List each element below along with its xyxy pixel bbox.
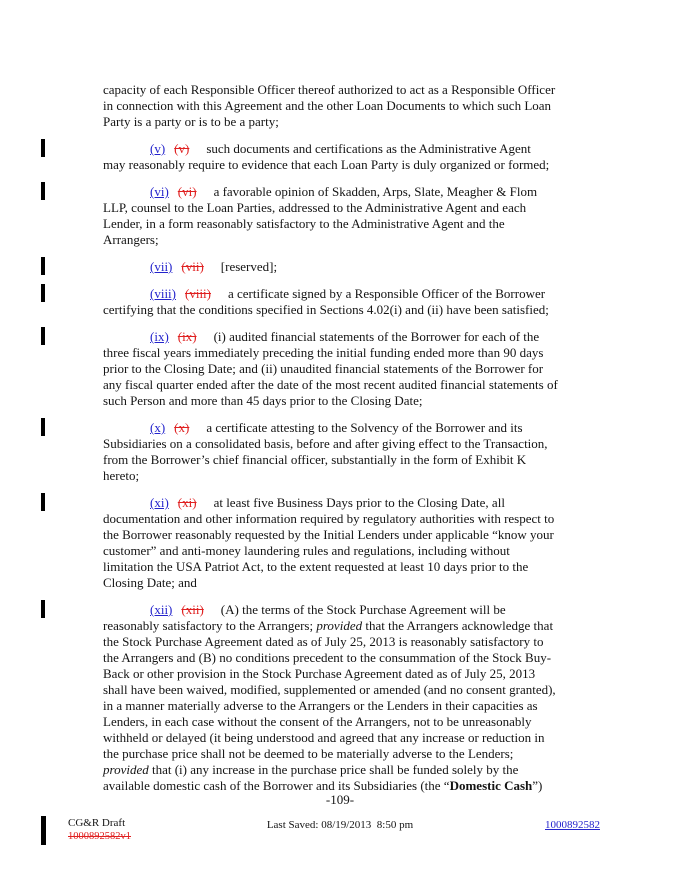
text-segment: certifying that the conditions specified in Sections 4.02(i) and (ii) have been satisfied; <box>103 302 549 317</box>
text-segment: that the Arrangers acknowledge that <box>362 618 554 633</box>
clause-paragraph-v <box>103 141 623 173</box>
text-segment: at least five Business Days prior to the Closing Date, all <box>213 495 505 510</box>
clause-paragraph-vi <box>103 184 623 248</box>
text-segment: hereto; <box>103 468 140 483</box>
text-line <box>103 98 623 114</box>
text-line <box>103 468 623 484</box>
text-segment: ”) <box>532 778 543 793</box>
text-segment: limitation the USA Patriot Act, to the extent requested at least 10 days prior to the <box>103 559 529 574</box>
text-segment: Subsidiaries on a consolidated basis, before and after giving effect to the Transaction, <box>103 436 548 451</box>
text-segment: such Person and more than 45 days prior to the Closing Date; <box>103 393 423 408</box>
text-line <box>103 495 623 511</box>
text-segment: (A) the terms of the Stock Purchase Agreement will be <box>220 602 506 617</box>
text-line <box>103 216 623 232</box>
change-bar <box>41 139 45 157</box>
text-segment: (i) audited financial statements of the Borrower for each of the <box>213 329 540 344</box>
inserted-clause-number: (xii) <box>150 602 173 617</box>
change-bar <box>41 493 45 511</box>
text-segment: the Arrangers and (B) no conditions precedent to the consummation of the Stock Buy- <box>103 650 552 665</box>
text-line <box>103 393 623 409</box>
text-segment: Back or other provision in the Stock Purchase Agreement dated as of July 25, 2013 <box>103 666 536 681</box>
text-segment: customer” and anti-money laundering rules and regulations, including without <box>103 543 510 558</box>
text-line <box>103 527 623 543</box>
clause-paragraph-viii <box>103 286 623 318</box>
text-line <box>103 746 623 762</box>
inserted-clause-number: (vii) <box>150 259 173 274</box>
change-bar <box>41 327 45 345</box>
text-segment: Lender, in a form reasonably satisfactory to the Administrative Agent and the <box>103 216 505 231</box>
text-line <box>103 286 623 302</box>
text-line <box>103 82 623 98</box>
text-segment: in connection with this Agreement and the other Loan Documents to which such Loan <box>103 98 552 113</box>
text-line <box>103 452 623 468</box>
footer-doc-id-link[interactable]: 1000892582 <box>545 819 600 831</box>
text-segment: shall have been waived, modified, supplemented or amended (and no consent granted), <box>103 682 556 697</box>
text-line <box>103 157 623 173</box>
text-segment: the purchase price shall not be deemed to be materially adverse to the Lenders; <box>103 746 514 761</box>
text-segment: may reasonably require to evidence that each Loan Party is duly organized or formed; <box>103 157 550 172</box>
footer-draft-label: CG&R Draft <box>68 817 126 829</box>
text-segment: Arrangers; <box>103 232 159 247</box>
change-bar <box>41 418 45 436</box>
text-line <box>103 698 623 714</box>
text-line <box>103 114 623 130</box>
change-bar <box>41 182 45 200</box>
text-line <box>103 762 623 778</box>
change-bar <box>41 284 45 302</box>
clause-paragraph-ix <box>103 329 623 409</box>
clause-paragraph-xii <box>103 602 623 794</box>
text-segment: such documents and certifications as the Administrative Agent <box>206 141 531 156</box>
text-segment: the Stock Purchase Agreement dated as of July 25, 2013 is reasonably satisfactory to <box>103 634 544 649</box>
text-line <box>103 436 623 452</box>
text-line <box>103 345 623 361</box>
text-segment: LLP, counsel to the Loan Parties, addressed to the Administrative Agent and each <box>103 200 527 215</box>
text-line <box>103 511 623 527</box>
text-line <box>103 602 623 618</box>
text-line <box>103 543 623 559</box>
text-segment: from the Borrower’s chief financial officer, substantially in the form of Exhibit K <box>103 452 527 467</box>
text-line <box>103 259 623 275</box>
deleted-clause-number: (vii) <box>181 259 204 274</box>
inserted-clause-number: (vi) <box>150 184 169 199</box>
inserted-clause-number: (ix) <box>150 329 169 344</box>
footer-last-saved: Last Saved: 08/19/2013 8:50 pm <box>266 819 414 831</box>
deleted-clause-number: (vi) <box>177 184 197 199</box>
text-line <box>103 682 623 698</box>
text-segment: three fiscal years immediately preceding the initial funding ended more than 90 days <box>103 345 544 360</box>
text-line <box>103 634 623 650</box>
text-segment: capacity of each Responsible Officer thereof authorized to act as a Responsible Officer <box>103 82 556 97</box>
text-line <box>103 730 623 746</box>
deleted-clause-number: (xi) <box>177 495 197 510</box>
text-segment: Closing Date; and <box>103 575 197 590</box>
text-segment: reasonably satisfactory to the Arrangers; <box>103 618 317 633</box>
inserted-clause-number: (v) <box>150 141 166 156</box>
inserted-clause-number: (viii) <box>150 286 176 301</box>
text-line <box>103 200 623 216</box>
text-line <box>103 559 623 575</box>
page-number: -109- <box>325 792 355 807</box>
text-segment: documentation and other information required by regulatory authorities with respect to <box>103 511 555 526</box>
text-segment: any fiscal quarter ended after the date of the most recent audited financial statements of <box>103 377 558 392</box>
text-line <box>103 361 623 377</box>
document-body <box>103 82 623 805</box>
deleted-clause-number: (ix) <box>177 329 197 344</box>
text-line <box>103 141 623 157</box>
deleted-clause-number: (x) <box>174 420 190 435</box>
text-segment: a favorable opinion of Skadden, Arps, Slate, Meagher & Flom <box>213 184 538 199</box>
footer-doc-id-block <box>545 819 600 831</box>
text-line <box>103 714 623 730</box>
text-line <box>103 184 623 200</box>
text-line <box>103 232 623 248</box>
clause-paragraph-vii <box>103 259 623 275</box>
text-segment: provided <box>103 762 149 777</box>
clause-paragraph-x <box>103 420 623 484</box>
text-line <box>103 666 623 682</box>
text-segment: Domestic Cash <box>449 778 533 793</box>
inserted-clause-number: (xi) <box>150 495 169 510</box>
text-segment: in a manner materially adverse to the Arrangers or the Lenders in their capacities as <box>103 698 538 713</box>
intro-paragraph <box>103 82 623 130</box>
inserted-clause-number: (x) <box>150 420 166 435</box>
clause-paragraph-xi <box>103 495 623 591</box>
change-bar <box>41 600 45 618</box>
deleted-clause-number: (v) <box>174 141 190 156</box>
text-segment: withheld or delayed (it being understood and agreed that any increase or reduction in <box>103 730 545 745</box>
text-line <box>103 618 623 634</box>
text-segment: provided <box>316 618 363 633</box>
text-segment: Party is a party or is to be a party; <box>103 114 279 129</box>
footer-deleted-doc-id: 1000892582v1 <box>68 831 131 842</box>
text-segment: a certificate attesting to the Solvency of the Borrower and its <box>206 420 523 435</box>
text-line <box>103 650 623 666</box>
text-segment: the Borrower reasonably requested by the Initial Lenders under applicable “know your <box>103 527 554 542</box>
text-line <box>103 420 623 436</box>
text-line <box>103 302 623 318</box>
deleted-clause-number: (xii) <box>181 602 204 617</box>
text-line <box>103 575 623 591</box>
text-segment: that (i) any increase in the purchase price shall be funded solely by the <box>148 762 519 777</box>
text-segment: [reserved]; <box>220 259 278 274</box>
text-line <box>103 329 623 345</box>
text-segment: a certificate signed by a Responsible Officer of the Borrower <box>228 286 546 301</box>
text-segment: prior to the Closing Date; and (ii) unaudited financial statements of the Borrower for <box>103 361 544 376</box>
deleted-clause-number: (viii) <box>185 286 211 301</box>
text-segment: available domestic cash of the Borrower and its Subsidiaries (the “ <box>103 778 450 793</box>
text-line <box>103 377 623 393</box>
change-bar <box>41 257 45 275</box>
text-segment: Lenders, in each case without the consent of the Arrangers, not to be unreasonably <box>103 714 532 729</box>
